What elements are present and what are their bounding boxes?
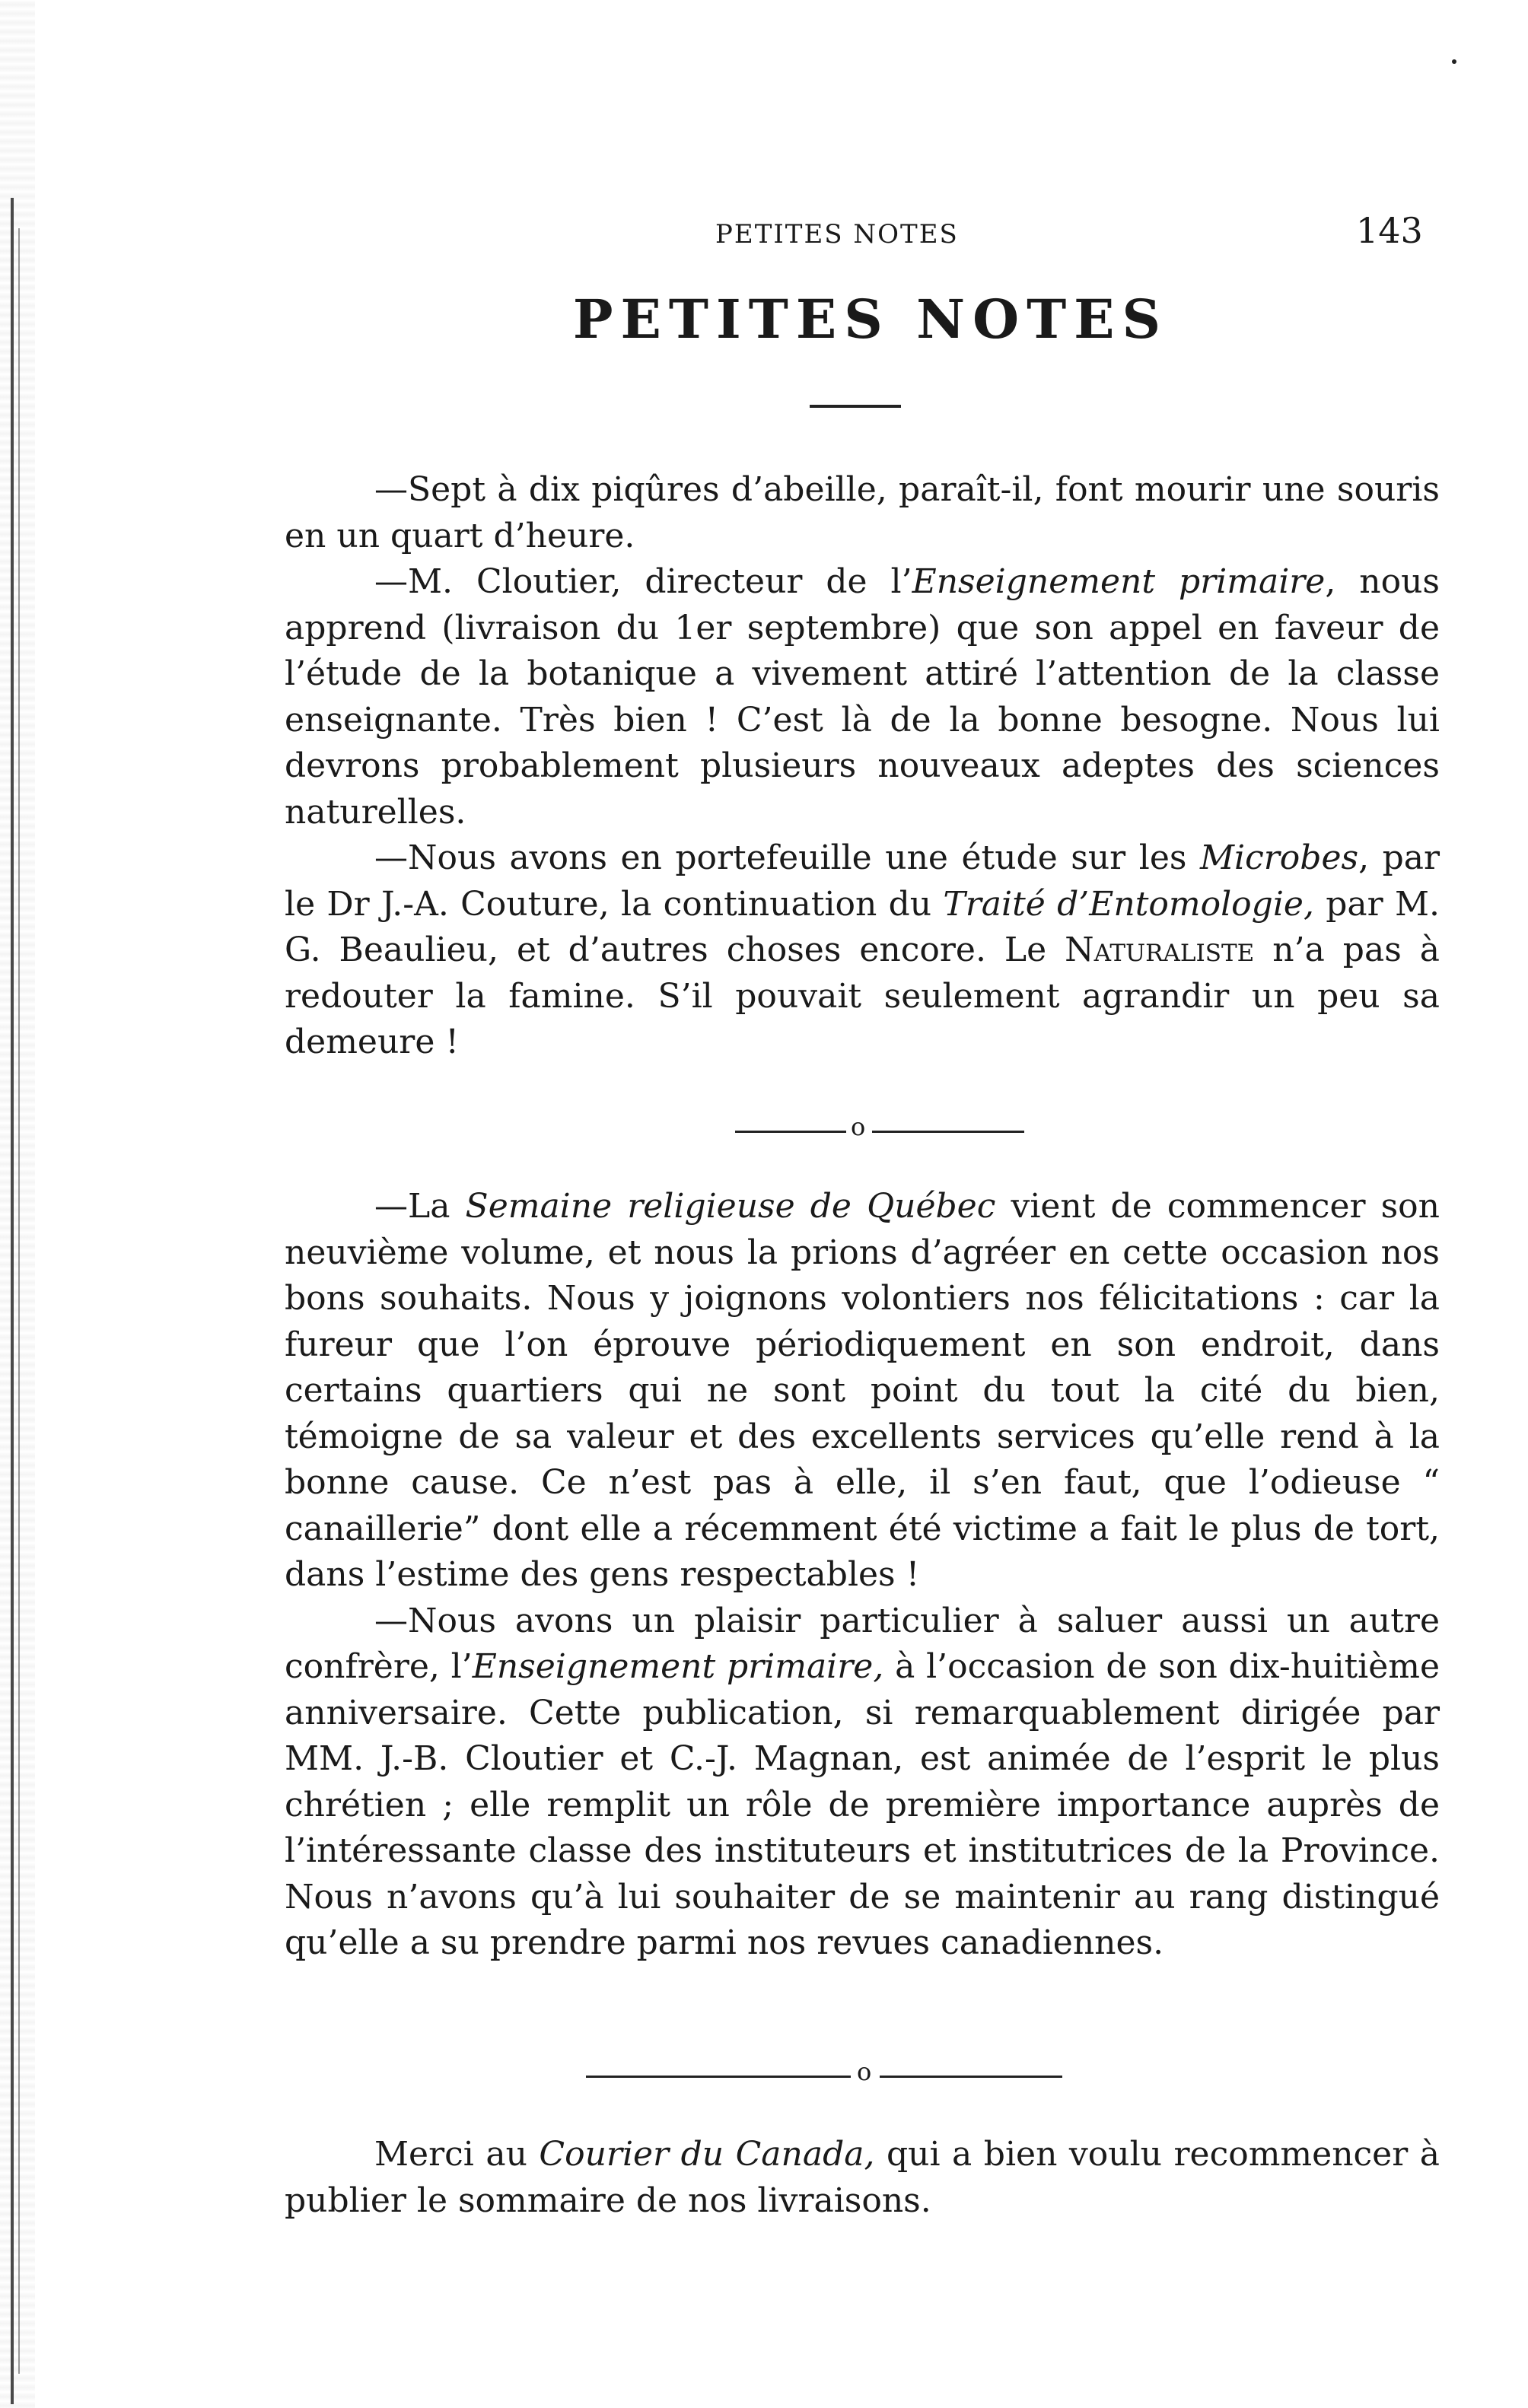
page-number: 143 (1356, 210, 1423, 251)
separator-rule (872, 1131, 1024, 1133)
italic-title: Semaine religieuse de Québec (465, 1187, 996, 1226)
separator-mark: o (857, 2057, 872, 2086)
running-head: PETITES NOTES (715, 219, 959, 250)
italic-title: Enseignement primaire, (472, 1647, 884, 1686)
paragraph: —Nous avons un plaisir particulier à saluer aussi un autre confrère, l’Enseignement primaire, à l’occasion de son dix-huitième anniversaire. Cette publication, si remarquablement dirigée par MM. J.-B. Cloutier et C.-J. Magnan, est animée de l’esprit le plus chrétien ; elle remplit un rôle de première importance auprès de l’intéressante classe des instituteurs et institutrices de la Province. Nous n’avons qu’à lui souhaiter de se maintenir au rang distingué qu’elle a su prendre parmi nos revues canadiennes. (285, 1601, 1440, 1962)
paragraph: —M. Cloutier, directeur de l’Enseignement primaire, nous apprend (livraison du 1er septembre) que son appel en faveur de l’étude de la botanique a vivement attiré l’attention de la classe enseignante. Très bien ! C’est là de la bonne besogne. Nous lui devrons probablement plusieurs nouveaux adeptes des sciences naturelles. (285, 562, 1440, 832)
binding-shadow-line (11, 198, 14, 2404)
italic-title: Microbes (1199, 838, 1359, 877)
section-3 (285, 2132, 1440, 2224)
italic-title: Traité d’Entomologie, (943, 884, 1314, 924)
section-2 (285, 1184, 1440, 1967)
italic-title: Enseignement primaire (912, 562, 1326, 601)
paragraph: —La Semaine religieuse de Québec vient de commencer son neuvième volume, et nous la prions d’agréer en cette occasion nos bons souhaits. Nous y joignons volontiers nos félicitations : car la fureur que l’on éprouve périodiquement en son endroit, dans certains quartiers qui ne sont point du tout la cité du bien, témoigne de sa valeur et des excellents services qu’elle rend à la bonne cause. Ce n’est pas à elle, il s’en faut, que l’odieuse “ canaillerie” dont elle a récemment été victime a fait le plus de tort, dans l’estime des gens respectables ! (285, 1187, 1440, 1594)
title-rule (810, 405, 901, 408)
paragraph: —Sept à dix piqûres d’abeille, paraît-il, font mourir une souris en un quart d’heure. (285, 470, 1440, 555)
page-title: PETITES NOTES (572, 288, 1169, 351)
ink-speck (1452, 59, 1456, 64)
paragraph: Merci au Courier du Canada, qui a bien voulu recommencer à publier le sommaire de nos livraisons. (285, 2135, 1440, 2220)
separator-rule (880, 2076, 1062, 2078)
section-1 (285, 467, 1440, 1066)
paragraph: —Nous avons en portefeuille une étude sur les Microbes, par le Dr J.-A. Couture, la continuation du Traité d’Entomologie, par M. G. Beaulieu, et d’autres choses encore. Le Naturaliste n’a pas à redouter la famine. S’il pouvait seulement agrandir un peu sa demeure ! (285, 838, 1440, 1061)
separator-mark: o (851, 1112, 866, 1141)
journal-name: Naturaliste (1065, 930, 1255, 969)
italic-title: Courier du Canada, (539, 2135, 875, 2174)
separator-rule (586, 2076, 851, 2078)
binding-shadow-line (18, 228, 20, 2374)
separator-rule (735, 1131, 846, 1133)
page-binding-edge (0, 0, 35, 2408)
